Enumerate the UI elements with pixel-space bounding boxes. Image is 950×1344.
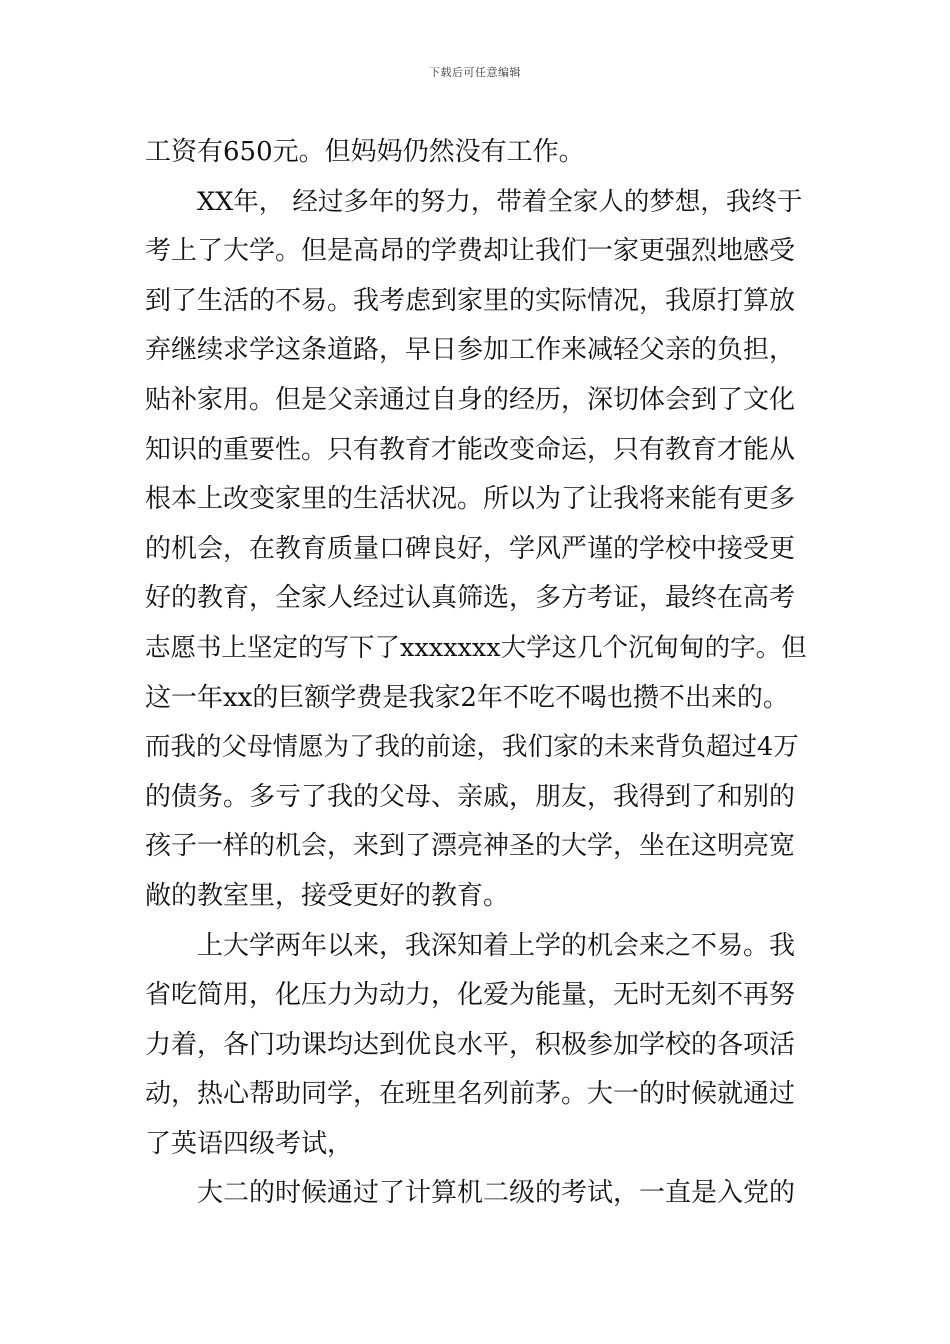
text-line: 贴补家用。但是父亲通过自身的经历，深切体会到了文化 (145, 384, 796, 415)
text-line: 大二的时候通过了计算机二级的考试，一直是入党的 (197, 1178, 796, 1209)
text-line: 敞的教室里，接受更好的教育。 (145, 880, 510, 911)
text-line: 孩子一样的机会，来到了漂亮神圣的大学，坐在这明亮宽 (145, 831, 796, 862)
text-line: 力着，各门功课均达到优良水平，积极参加学校的各项活 (145, 1029, 796, 1060)
text-line: 了英语四级考试， (145, 1128, 354, 1159)
text-line: 志愿书上坚定的写下了xxxxxxx大学这几个沉甸甸的字。但 (145, 632, 807, 663)
page-header-note: 下载后可任意编辑 (429, 66, 521, 79)
text-line: 的机会，在教育质量口碑良好，学风严谨的学校中接受更 (145, 533, 796, 564)
text-line: 上大学两年以来，我深知着上学的机会来之不易。我 (197, 930, 796, 961)
text-line: 知识的重要性。只有教育才能改变命运，只有教育才能从 (145, 434, 796, 465)
text-line: 而我的父母情愿为了我的前途，我们家的未来背负超过4万 (145, 732, 799, 763)
text-line: 的债务。多亏了我的父母、亲戚，朋友，我得到了和别的 (145, 781, 796, 812)
text-line: 这一年xx的巨额学费是我家2年不吃不喝也攒不出来的。 (145, 682, 789, 713)
text-line: 考上了大学。但是高昂的学费却让我们一家更强烈地感受 (145, 236, 796, 267)
text-line: 动，热心帮助同学，在班里名列前茅。大一的时候就通过 (145, 1079, 796, 1110)
text-line: 省吃简用，化压力为动力，化爱为能量，无时无刻不再努 (145, 980, 796, 1011)
text-line: 到了生活的不易。我考虑到家里的实际情况，我原打算放 (145, 285, 796, 316)
text-line: 工资有650元。但妈妈仍然没有工作。 (145, 137, 585, 167)
text-line: XX年， 经过多年的努力，带着全家人的梦想，我终于 (197, 186, 803, 217)
text-line: 弃继续求学这条道路，早日参加工作来减轻父亲的负担， (145, 335, 796, 366)
text-line: 根本上改变家里的生活状况。所以为了让我将来能有更多 (145, 484, 796, 515)
text-line: 好的教育，全家人经过认真筛选，多方考证，最终在高考 (145, 583, 796, 614)
document-body (145, 128, 809, 1219)
